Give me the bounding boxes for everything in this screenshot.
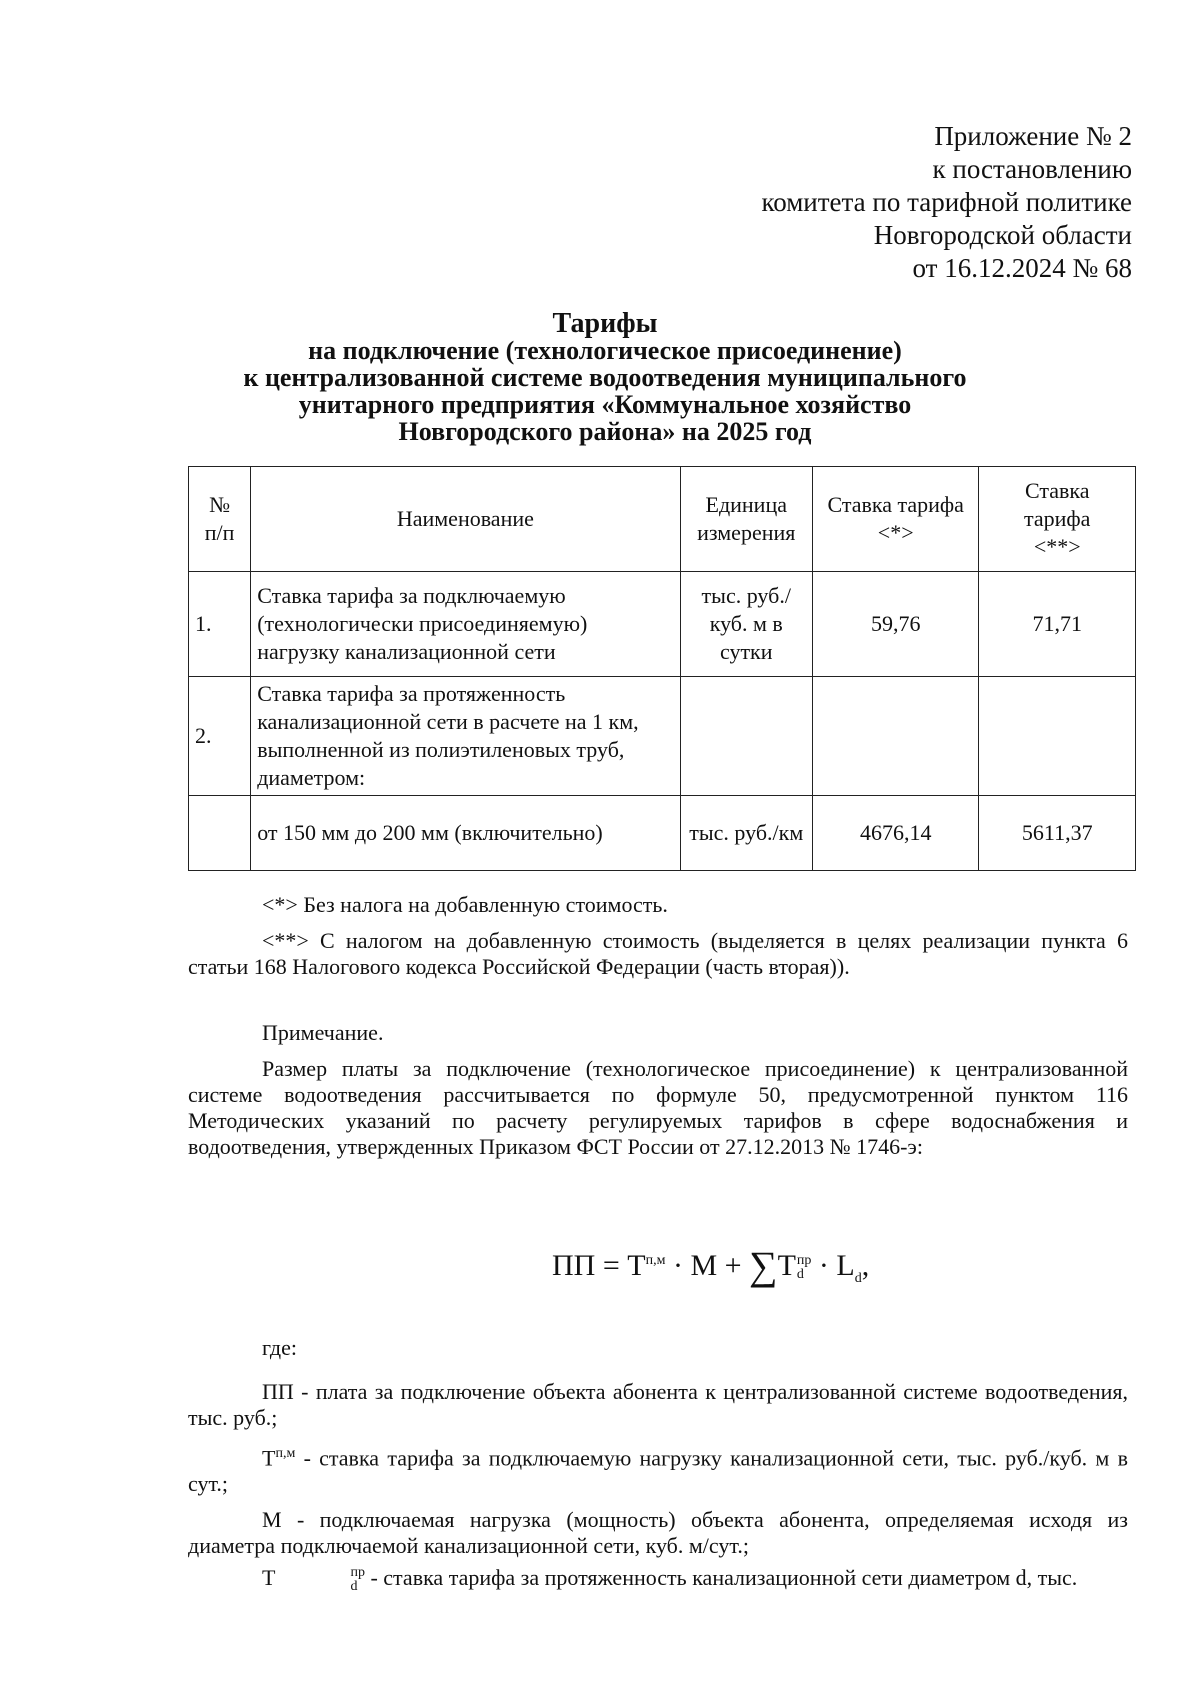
appendix-line: Новгородской области	[873, 220, 1132, 250]
note-body: Размер платы за подключение (технологическое присоединение) к централизованной системе водоотведения рассчитывается по формуле 50, предусмотренной пунктом 116 Методических указаний по расчету регулируемых тарифов в сфере водоснабжения и водоотведения, утвержденных Приказом ФСТ России от 27.12.2013 № 1746-э:	[188, 1056, 1128, 1159]
formula-end: ,	[861, 1249, 870, 1282]
row-rate-with-vat: 5611,37	[979, 796, 1136, 871]
footnote-no-vat: <*> Без налога на добавленную стоимость.	[262, 892, 668, 917]
header-num	[189, 467, 251, 572]
formula-sigma: ∑	[749, 1243, 778, 1288]
formula-t: Т	[627, 1249, 646, 1282]
header-rate-line: <*>	[877, 520, 914, 545]
header-rate-with-vat	[979, 467, 1136, 572]
title-line: Новгородского района» на 2025 год	[398, 417, 812, 446]
header-rate-line: <**>	[1033, 534, 1081, 559]
definition-tpr-text: - ставка тарифа за протяженность канализационной сети диаметром d, тыс.	[364, 1565, 1078, 1591]
definition-tpr-symbol: Т	[262, 1565, 276, 1591]
row-num	[189, 796, 251, 871]
table-row	[189, 572, 1136, 677]
document-title	[170, 310, 1040, 445]
header-num-line: №	[209, 492, 231, 517]
row-num: 1.	[189, 572, 251, 677]
title-line: на подключение (технологическое присоединение)	[308, 336, 902, 365]
definition-tpm-symbol: Т	[262, 1445, 276, 1471]
definitions-section	[188, 1335, 1128, 1594]
formula-eq: =	[595, 1249, 628, 1282]
definition-tpr-sub: d	[350, 1579, 358, 1595]
appendix-header	[761, 120, 1132, 285]
row-name: Ставка тарифа за протяженность канализационной сети в расчете на 1 км, выполненной из полиэтиленовых труб, диаметром:	[251, 677, 680, 796]
tariff-table	[188, 466, 1136, 871]
table-header-row	[189, 467, 1136, 572]
definition-m: М - подключаемая нагрузка (мощность) объекта абонента, определяемая исходя из диаметра подключаемой канализационной сети, куб. м/сут.;	[188, 1507, 1128, 1559]
row-name: Ставка тарифа за подключаемую (технологически присоединяемую) нагрузку канализационной сети	[251, 572, 680, 677]
table-row	[189, 796, 1136, 871]
formula-dot-l: · L	[811, 1249, 855, 1282]
definition-tpr	[188, 1565, 1128, 1594]
row-unit: тыс. руб./куб. м в сутки	[680, 572, 812, 677]
header-name: Наименование	[251, 467, 680, 572]
row-rate-without-vat: 4676,14	[812, 796, 979, 871]
appendix-line: комитета по тарифной политике	[761, 187, 1132, 217]
fee-formula	[552, 1242, 869, 1289]
footnote-with-vat: <**> С налогом на добавленную стоимость (выделяется в целях реализации пункта 6 статьи 168 Налогового кодекса Российской Федерации (часть вторая)).	[188, 928, 1128, 979]
footnotes-section	[188, 892, 1128, 1160]
formula-lhs: ПП	[552, 1249, 596, 1282]
header-unit	[680, 467, 812, 572]
header-rate-line: тарифа	[1024, 506, 1091, 531]
where-label: где:	[262, 1335, 297, 1360]
header-rate-line: Ставка тарифа	[827, 492, 964, 517]
row-num: 2.	[189, 677, 251, 796]
row-unit: тыс. руб./км	[680, 796, 812, 871]
definition-tpr-sup: пр	[350, 1565, 365, 1581]
formula-t2-sub: d	[796, 1267, 804, 1283]
definition-tpm-sup: п,м	[275, 1446, 296, 1461]
title-line: Тарифы	[552, 308, 658, 339]
appendix-line: к постановлению	[932, 154, 1132, 184]
formula-dot-m: · М +	[665, 1249, 750, 1282]
header-unit-line: измерения	[697, 520, 796, 545]
formula-t2-sup: пр	[796, 1253, 812, 1269]
header-rate-line: Ставка	[1024, 478, 1090, 503]
header-rate-without-vat	[812, 467, 979, 572]
formula-t2: Т	[777, 1249, 796, 1282]
row-rate-without-vat: 59,76	[812, 572, 979, 677]
row-rate-with-vat: 71,71	[979, 572, 1136, 677]
formula-t-sup: п,м	[645, 1253, 666, 1268]
row-rate-with-vat	[979, 677, 1136, 796]
appendix-line: Приложение № 2	[934, 121, 1132, 151]
definition-tpm	[188, 1441, 1128, 1497]
definition-tpm-text: - ставка тарифа за подключаемую нагрузку канализационной сети, тыс. руб./куб. м в сут.;	[188, 1445, 1128, 1497]
row-unit	[680, 677, 812, 796]
note-heading: Примечание.	[262, 1020, 384, 1045]
definition-tpr-indices	[276, 1566, 365, 1594]
appendix-line: от 16.12.2024 № 68	[912, 253, 1132, 283]
formula-l-sub: d	[854, 1271, 862, 1286]
title-line: унитарного предприятия «Коммунальное хозяйство	[298, 390, 912, 419]
table-row	[189, 677, 1136, 796]
formula-t2-indices	[797, 1254, 812, 1282]
header-unit-line: Единица	[705, 492, 787, 517]
title-line: к централизованной системе водоотведения муниципального	[243, 363, 967, 392]
header-num-line: п/п	[204, 520, 235, 545]
row-name: от 150 мм до 200 мм (включительно)	[251, 796, 680, 871]
row-rate-without-vat	[812, 677, 979, 796]
definition-pp: ПП - плата за подключение объекта абонента к централизованной системе водоотведения, тыс. руб.;	[188, 1379, 1128, 1430]
